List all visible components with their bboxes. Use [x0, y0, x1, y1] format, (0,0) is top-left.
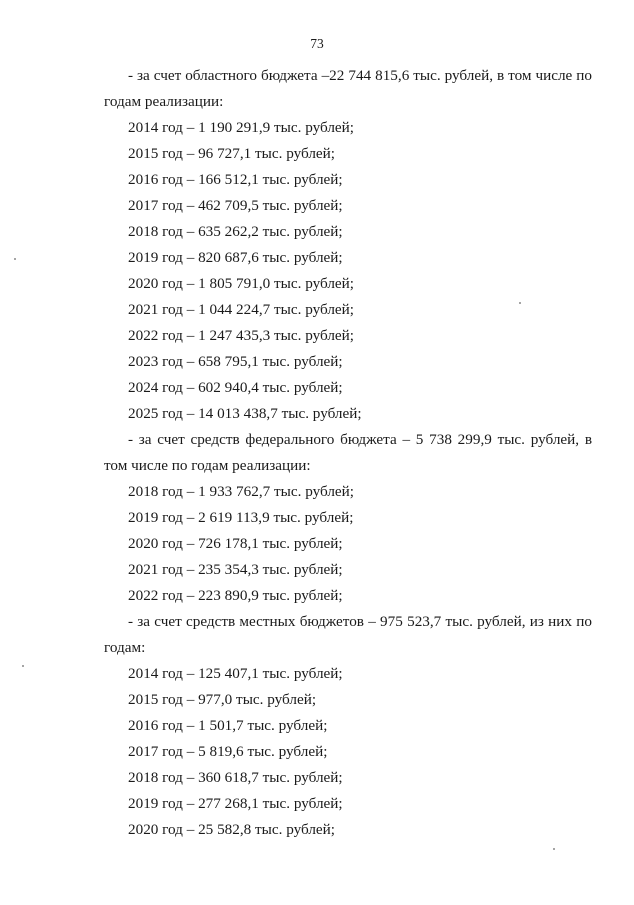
year-line: 2019 год – 277 268,1 тыс. рублей; [128, 795, 343, 812]
section-regional-budget [104, 63, 592, 427]
year-line: 2019 год – 2 619 113,9 тыс. рублей; [128, 509, 354, 526]
year-line: 2020 год – 25 582,8 тыс. рублей; [128, 821, 336, 838]
year-line: 2023 год – 658 795,1 тыс. рублей; [128, 353, 343, 370]
year-line: 2015 год – 977,0 тыс. рублей; [128, 691, 317, 708]
section-federal-budget [104, 427, 592, 609]
year-line: 2018 год – 1 933 762,7 тыс. рублей; [128, 483, 355, 500]
page-number: 73 [310, 36, 324, 51]
year-line: 2014 год – 1 190 291,9 тыс. рублей; [128, 119, 355, 136]
year-line: 2018 год – 635 262,2 тыс. рублей; [128, 223, 343, 240]
scan-speck [553, 848, 555, 850]
year-line: 2022 год – 223 890,9 тыс. рублей; [128, 587, 343, 604]
year-line: 2016 год – 166 512,1 тыс. рублей; [128, 171, 343, 188]
year-line: 2021 год – 1 044 224,7 тыс. рублей; [128, 301, 355, 318]
year-line: 2017 год – 462 709,5 тыс. рублей; [128, 197, 343, 214]
section-intro: - за счет средств федерального бюджета – 5 738 299,9 тыс. рублей, в том числе по годам реализации: [104, 431, 592, 474]
section-intro: - за счет средств местных бюджетов – 975 523,7 тыс. рублей, из них по годам: [104, 613, 592, 656]
section-intro: - за счет областного бюджета –22 744 815,6 тыс. рублей, в том числе по годам реализации: [104, 67, 592, 110]
year-line: 2016 год – 1 501,7 тыс. рублей; [128, 717, 328, 734]
year-line: 2020 год – 726 178,1 тыс. рублей; [128, 535, 343, 552]
year-line: 2018 год – 360 618,7 тыс. рублей; [128, 769, 343, 786]
year-line: 2017 год – 5 819,6 тыс. рублей; [128, 743, 328, 760]
document-body [104, 63, 592, 843]
year-line: 2025 год – 14 013 438,7 тыс. рублей; [128, 405, 362, 422]
section-local-budgets [104, 609, 592, 843]
year-line: 2021 год – 235 354,3 тыс. рублей; [128, 561, 343, 578]
year-line: 2022 год – 1 247 435,3 тыс. рублей; [128, 327, 355, 344]
scan-speck [14, 258, 16, 260]
year-line: 2019 год – 820 687,6 тыс. рублей; [128, 249, 343, 266]
year-line: 2020 год – 1 805 791,0 тыс. рублей; [128, 275, 355, 292]
scan-speck [519, 302, 521, 304]
year-line: 2015 год – 96 727,1 тыс. рублей; [128, 145, 336, 162]
year-line: 2014 год – 125 407,1 тыс. рублей; [128, 665, 343, 682]
year-line: 2024 год – 602 940,4 тыс. рублей; [128, 379, 343, 396]
scan-speck [22, 665, 24, 667]
